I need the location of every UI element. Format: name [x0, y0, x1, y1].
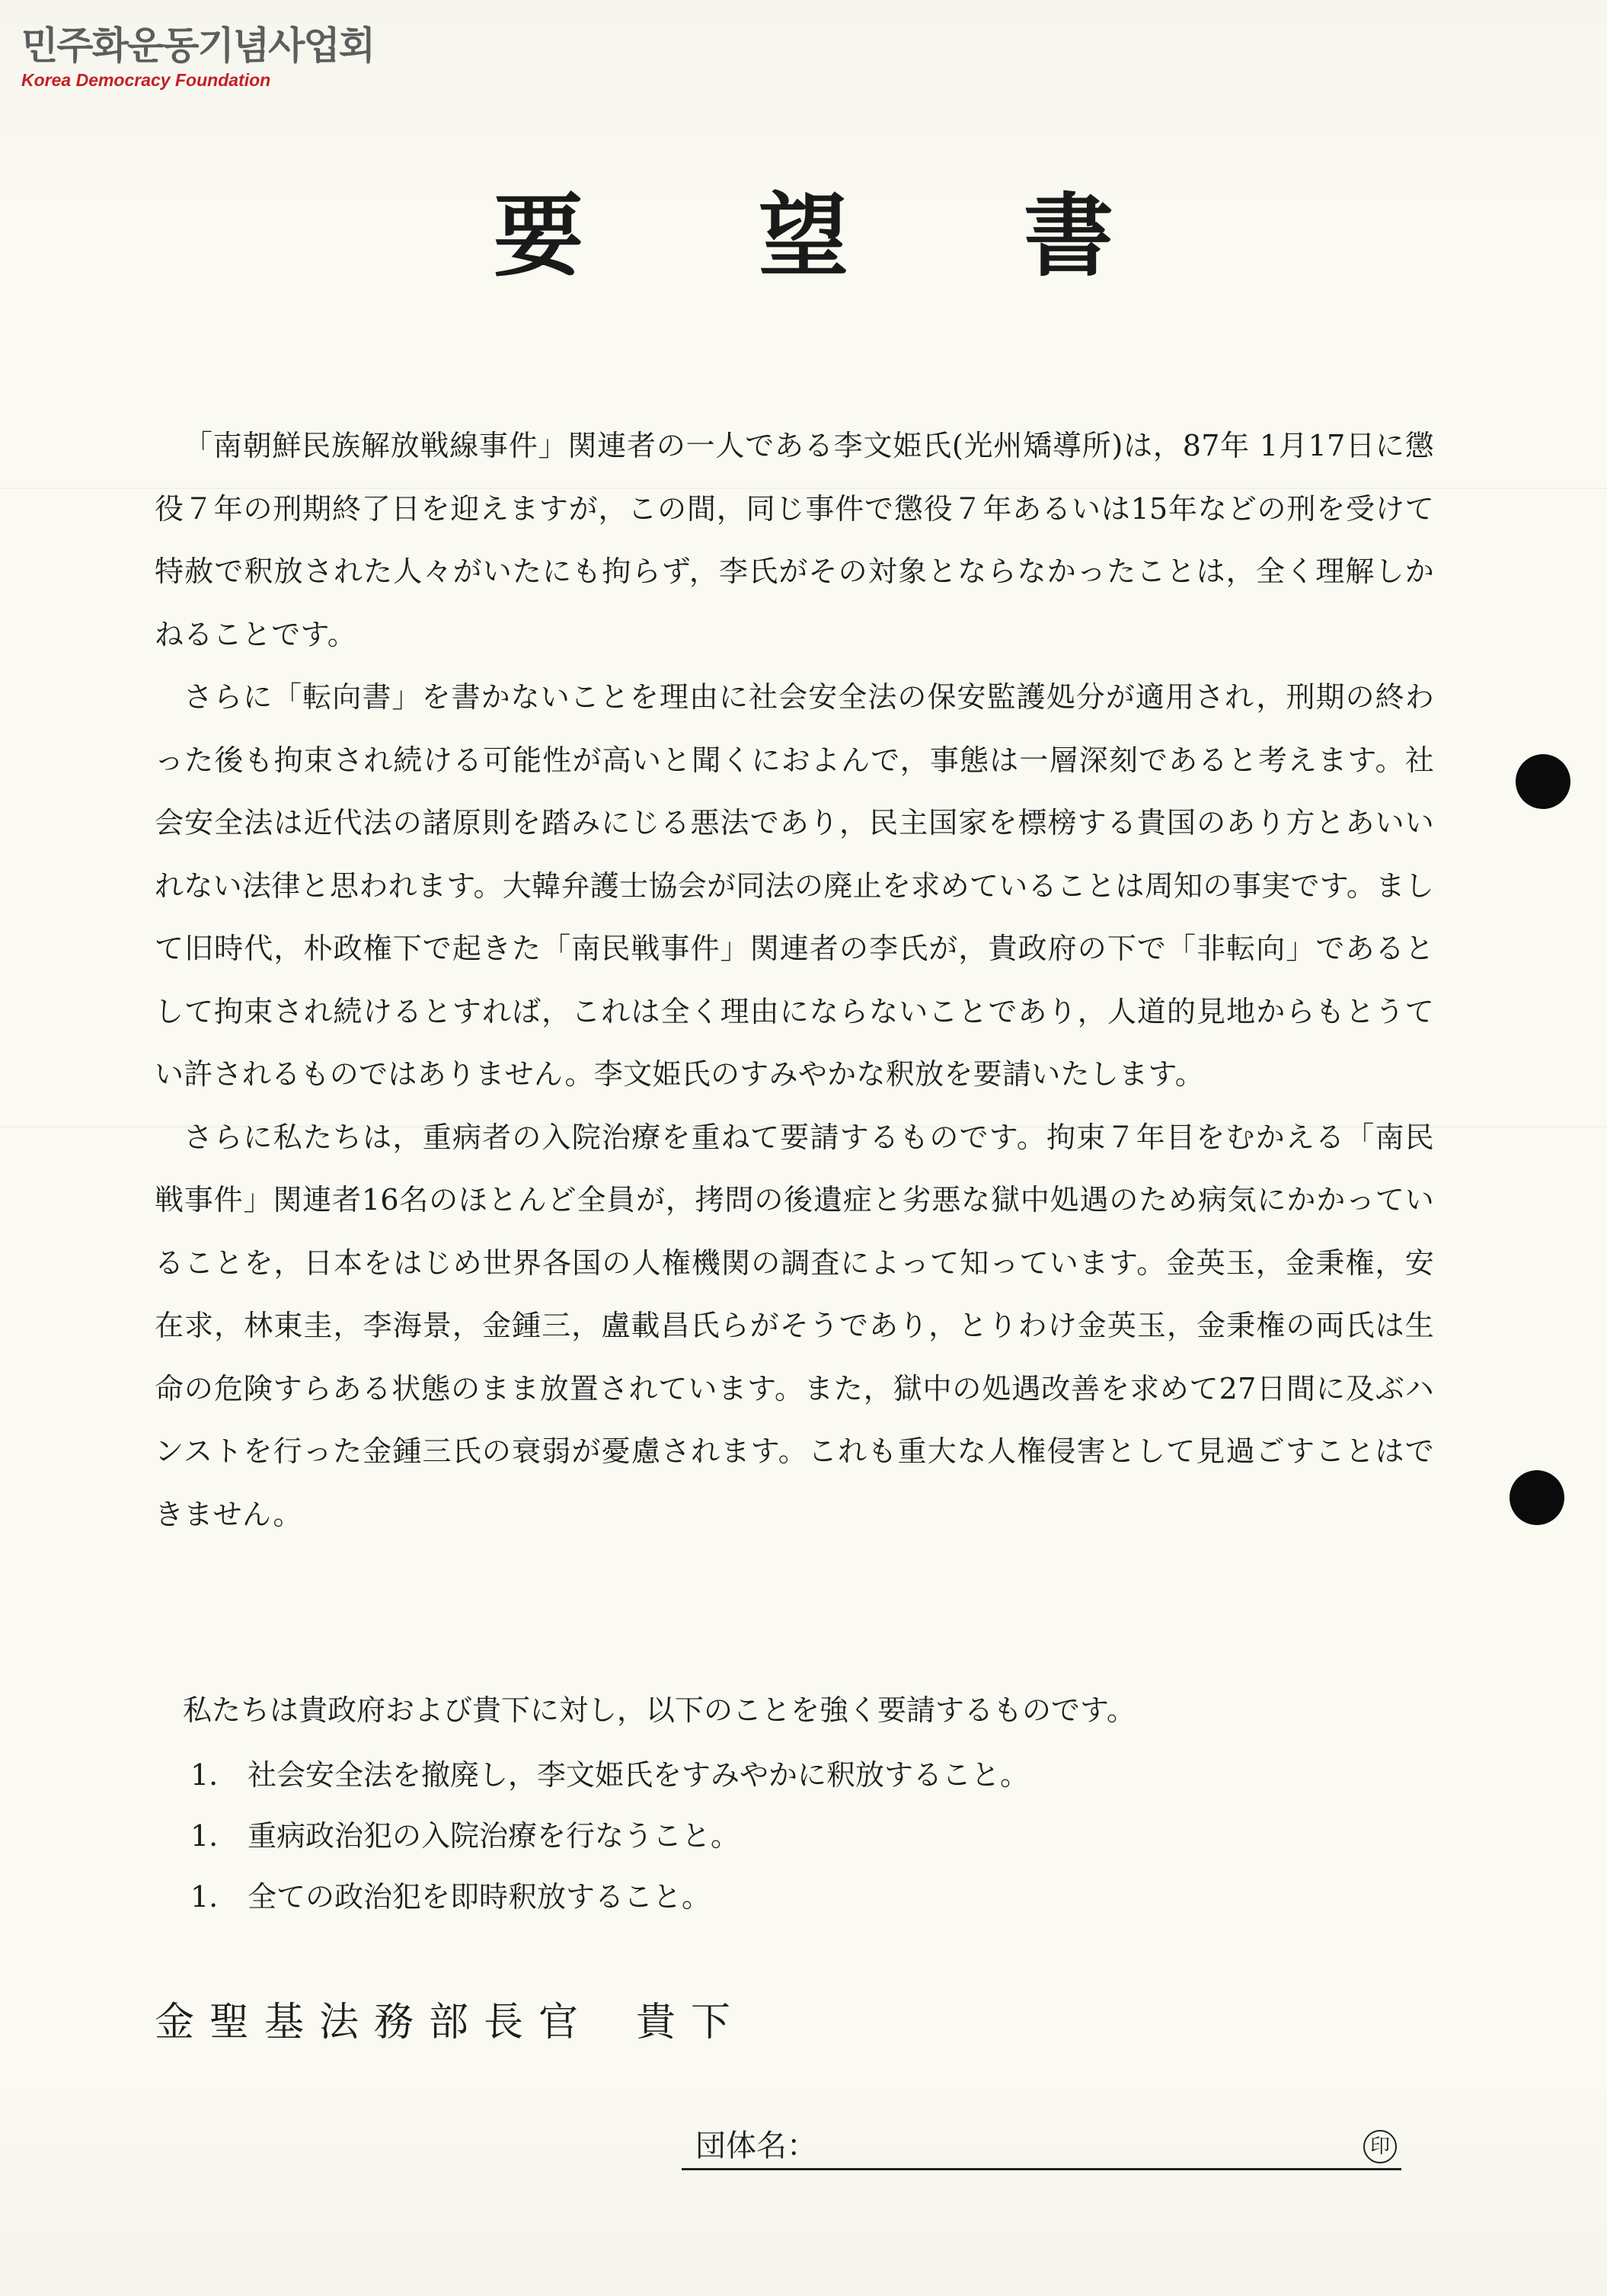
demand-item: [190, 1744, 1409, 1805]
addressee: [155, 1996, 746, 2049]
binder-hole: [1510, 1470, 1564, 1525]
demand-text: 全ての政治犯を即時釈放すること。: [248, 1880, 711, 1914]
demand-number: 1.: [190, 1758, 219, 1792]
addressee-name: 金聖基法務部長官: [155, 2000, 594, 2045]
document-title: 要望書: [493, 183, 1289, 289]
paragraph-1: 「南朝鮮民族解放戦線事件」関連者の一人である李文姫氏(光州矯導所)は，87年 1月17日に懲役７年の刑期終了日を迎えますが，この間，同じ事件で懲役７年あるいは15年などの刑を受けて特赦で釈放された人々がいたにも拘らず，李氏がその対象とならなかったことは，全く理解しかねることです。: [155, 429, 1434, 651]
signature-line: [682, 2124, 1401, 2170]
demand-text: 社会安全法を撤廃し，李文姫氏をすみやかに釈放すること。: [248, 1758, 1030, 1792]
demand-list: [190, 1744, 1409, 1927]
logo-english-name: Korea Democracy Foundation: [21, 70, 271, 90]
request-lead: 私たちは貴政府および貴下に対し，以下のことを強く要請するものです。: [183, 1693, 1136, 1727]
foundation-logo: [21, 23, 374, 91]
demand-text: 重病政治犯の入院治療を行なうこと。: [248, 1819, 740, 1853]
demand-item: [190, 1866, 1409, 1927]
document-body: [155, 414, 1434, 1546]
logo-korean-name: 민주화운동기념사업회: [21, 24, 374, 68]
paragraph-3: さらに私たちは，重病者の入院治療を重ねて要請するものです。拘束７年目をむかえる「南民戦事件」関連者16名のほとんど全員が，拷問の後遺症と劣悪な獄中処遇のため病気にかかっていることを，日本をはじめ世界各国の人権機関の調査によって知っています。金英玉，金秉権，安在求，林東圭，李海景，金鍾三，盧載昌氏らがそうであり，とりわけ金英玉，金秉権の両氏は生命の危険すらある状態のまま放置されています。また，獄中の処遇改善を求めて27日間に及ぶハンストを行った金鍾三氏の衰弱が憂慮されます。これも重大な人権侵害として見過ごすことはできません。: [155, 1120, 1434, 1531]
addressee-honorific: 貴下: [636, 2000, 746, 2045]
binder-hole: [1516, 754, 1570, 809]
demand-item: [190, 1805, 1409, 1866]
demand-number: 1.: [190, 1819, 219, 1853]
demand-number: 1.: [190, 1880, 219, 1914]
paragraph-2: さらに「転向書」を書かないことを理由に社会安全法の保安監護処分が適用され，刑期の終わった後も拘束され続ける可能性が高いと聞くにおよんで，事態は一層深刻であると考えます。社会安全法は近代法の諸原則を踏みにじる悪法であり，民主国家を標榜する貴国のあり方とあいいれない法律と思われます。大韓弁護士協会が同法の廃止を求めていることは周知の事実です。まして旧時代，朴政権下で起きた「南民戦事件」関連者の李氏が，貴政府の下で「非転向」であるとして拘束され続けるとすれば，これは全く理由にならないことであり，人道的見地からもとうてい許されるものではありません。李文姫氏のすみやかな釈放を要請いたします。: [155, 680, 1434, 1091]
seal-mark: 印: [1363, 2130, 1397, 2163]
organization-name-label: 団体名：: [695, 2128, 817, 2163]
